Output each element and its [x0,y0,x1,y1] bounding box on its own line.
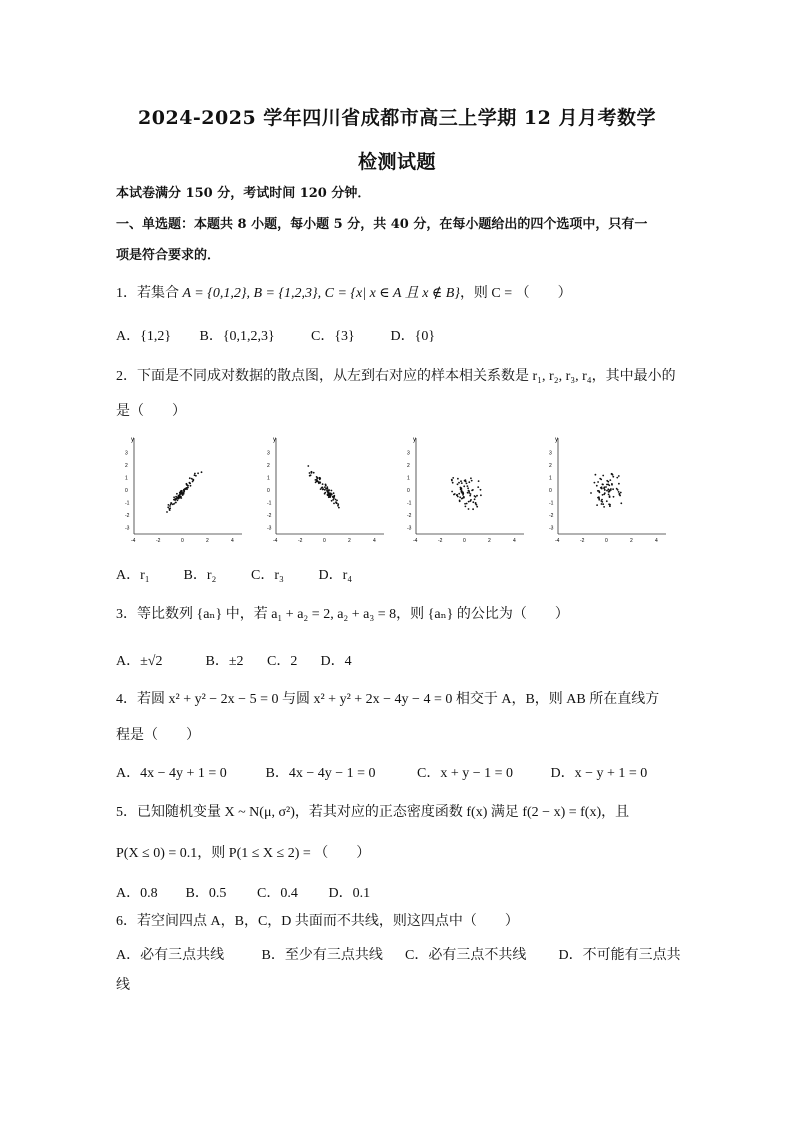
scatter-point [460,487,462,489]
scatter-point [465,506,467,508]
scatter-point [316,479,318,481]
q5-option-a[interactable]: A．0.8 [116,886,158,901]
x-tick-label: -4 [413,538,418,544]
scatter-point [611,483,613,485]
scatter-point [604,489,606,491]
scatter-point [460,480,462,482]
exam-title: 2024-2025 学年四川省成都市高三上学期 12 月月考数学 [138,107,656,129]
q2-option-d[interactable]: D．r₄ [318,568,353,583]
y-tick-label: -2 [267,513,272,520]
scatter-point [327,491,329,493]
scatter-point [607,488,609,490]
scatter-point [618,483,620,485]
scatter-point [175,498,177,500]
q2-option-a[interactable]: A．r₁ [116,568,150,583]
scatter-point [468,501,470,503]
x-tick-label: -2 [580,538,585,544]
scatter-point [618,475,620,477]
scatter-point [336,502,338,504]
scatter-point [612,488,614,490]
scatter-point [470,500,472,502]
scatter-point [474,498,476,500]
question-4-line1: 4．若圆 x² + y² − 2x − 5 = 0 与圆 x² + y² + 2x − 4y − 4 = 0 相交于 A，B，则 AB 所在直线方 [116,692,660,707]
scatter-point [332,499,334,501]
x-tick-label: 2 [488,538,491,544]
x-tick-label: 0 [323,538,326,544]
y-tick-label: 3 [549,450,552,457]
q2-option-c[interactable]: C．r₃ [251,568,284,583]
q6-options [116,944,681,964]
y-axis-label: y [555,437,558,443]
scatter-point [602,475,604,477]
q3-option-b[interactable]: B．±2 [205,654,244,669]
scatter-point [309,475,311,477]
y-tick-label: 1 [125,475,128,482]
scatter-plot-2 [254,434,390,546]
scatter-point [324,486,326,488]
scatter-point [595,474,597,476]
scatter-point [611,473,613,475]
scatter-point [337,503,339,505]
scatter-point [601,499,603,501]
scatter-point [598,496,600,498]
scatter-point [476,504,478,506]
scatter-point [327,488,329,490]
scatter-point [470,477,472,479]
x-tick-label: 0 [605,538,608,544]
exam-note: 本试卷满分 150 分，考试时间 120 分钟． [116,186,371,201]
scatter-point [612,476,614,478]
x-tick-label: -4 [273,538,278,544]
scatter-point [169,507,171,509]
q6-option-a[interactable]: A．必有三点共线 [116,948,225,963]
q3-option-a[interactable]: A．±√2 [116,654,163,669]
y-axis-label: y [413,437,416,443]
x-tick-label: 2 [206,538,209,544]
scatter-point [604,486,606,488]
scatter-point [319,482,321,484]
scatter-point [464,503,466,505]
scatter-point [472,489,474,491]
scatter-point [194,473,196,475]
scatter-point [470,493,472,495]
scatter-point [191,478,193,480]
scatter-point [172,504,174,506]
scatter-point [197,472,199,474]
question-6: 6．若空间四点 A，B，C，D 共面而不共线，则这四点中（ ） [116,914,519,929]
scatter-point [468,508,470,510]
scatter-point [333,492,335,494]
scatter-point [466,503,468,505]
x-tick-label: -2 [438,538,443,544]
scatter-point [620,502,622,504]
scatter-point [452,482,454,484]
y-axis-label: y [131,437,134,443]
scatter-point [319,477,321,479]
q5-option-b[interactable]: B．0.5 [185,886,227,901]
x-tick-label: 4 [373,538,376,544]
scatter-point [454,493,456,495]
y-tick-label: 0 [549,488,552,494]
y-tick-label: 0 [267,488,270,494]
scatter-point [463,496,465,498]
scatter-point [467,485,469,487]
q3-options [116,650,352,670]
section-heading-line1: 一、单选题：本题共 8 小题，每小题 5 分，共 40 分，在每小题给出的四个选项中，只有一 [116,217,648,232]
scatter-point [189,477,191,479]
scatter-point [599,478,601,480]
scatter-point [329,492,331,494]
scatter-point [194,474,196,476]
scatter-point [333,503,335,505]
scatter-point [462,494,464,496]
scatter-point [322,489,324,491]
scatter-point [176,493,178,495]
scatter-point [184,489,186,491]
y-tick-label: -1 [125,500,130,507]
scatter-point [317,480,319,482]
scatter-point [464,480,466,482]
y-tick-label: -1 [407,500,412,507]
scatter-plot-1-svg [112,434,248,546]
y-tick-label: 2 [125,462,128,469]
question-1 [116,284,686,304]
scatter-point [476,495,478,497]
scatter-point [605,486,607,488]
y-tick-label: -2 [549,513,554,520]
y-tick-label: 3 [125,450,128,457]
scatter-point [177,499,179,501]
y-tick-label: -2 [407,513,412,520]
scatter-point [461,482,463,484]
scatter-point [322,483,324,485]
q6-option-b[interactable]: B．至少有三点共线 [261,948,383,963]
scatter-point [182,492,184,494]
scatter-point [472,501,474,503]
scatter-point [456,495,458,497]
scatter-point [467,487,469,489]
scatter-point [338,507,340,509]
y-tick-label: 1 [549,475,552,482]
scatter-point [321,487,323,489]
x-tick-label: 2 [630,538,633,544]
q4-option-c[interactable]: C．x + y − 1 = 0 [417,766,514,781]
scatter-point [173,496,175,498]
scatter-point [169,505,171,507]
question-2-line1: 2．下面是不同成对数据的散点图，从左到右对应的样本相关系数是 r₁, r₂, r₃, r₄，其中最小的 [116,369,676,384]
scatter-point [475,502,477,504]
scatter-point [182,493,184,495]
y-tick-label: -3 [267,525,272,532]
scatter-point [466,483,468,485]
scatter-point [175,502,177,504]
q1-number: 1．若集合 [116,286,179,301]
scatter-point [609,479,611,481]
x-tick-label: 0 [463,538,466,544]
q4-options [116,762,647,782]
scatter-point [187,485,189,487]
scatter-point [311,471,313,473]
scatter-point [596,485,598,487]
y-tick-label: -1 [549,500,554,507]
scatter-point [620,492,622,494]
scatter-point [606,490,608,492]
question-5-line1: 5．已知随机变量 X ~ N(μ, σ²)，若其对应的正态密度函数 f(x) 满足 f(2 − x) = f(x)，且 [116,805,630,820]
y-tick-label: -3 [407,525,412,532]
q5-option-d[interactable]: D．0.1 [328,886,371,901]
x-tick-label: 0 [181,538,184,544]
scatter-point [603,506,605,508]
scatter-point [307,465,309,467]
scatter-point [181,491,183,493]
x-tick-label: 4 [655,538,658,544]
scatter-point [167,506,169,508]
q3-option-c[interactable]: C．2 [267,654,298,669]
q1-option-d[interactable]: D．{0} [390,329,436,344]
question-3: 3．等比数列 {aₙ} 中，若 a₁ + a₂ = 2, a₂ + a₃ = 8，则 {aₙ} 的公比为（ ） [116,607,569,622]
scatter-plot-1 [112,434,248,546]
scatter-point [616,477,618,479]
scatter-point [166,511,168,513]
scatter-point [192,479,194,481]
scatter-point [174,499,176,501]
scatter-plot-2-svg [254,434,390,546]
scatter-point [324,492,326,494]
scatter-point [602,503,604,505]
scatter-point [331,490,333,492]
scatter-point [201,471,203,473]
y-tick-label: 1 [267,475,270,482]
scatter-point [457,483,459,485]
q4-option-b[interactable]: B．4x − 4y − 1 = 0 [265,766,376,781]
scatter-point [336,500,338,502]
scatter-plot-4 [536,434,672,546]
q4-option-a[interactable]: A．4x − 4y + 1 = 0 [116,766,227,781]
scatter-point [609,495,611,497]
scatter-point [179,493,181,495]
x-tick-label: 4 [513,538,516,544]
scatter-point [458,493,460,495]
scatter-point [186,483,188,485]
scatter-point [469,495,471,497]
y-tick-label: -1 [267,500,272,507]
scatter-point [597,481,599,483]
question-2-line2: 是（ ） [116,404,186,419]
y-tick-label: 3 [407,450,410,457]
y-tick-label: 0 [407,488,410,494]
y-axis-label: y [273,437,276,443]
scatter-point [474,495,476,497]
q5-option-c[interactable]: C．0.4 [257,886,298,901]
scatter-point [192,481,194,483]
scatter-point [468,481,470,483]
q1-option-b[interactable]: B．{0,1,2,3} [199,329,275,344]
scatter-point [619,495,621,497]
y-tick-label: -3 [125,525,130,532]
scatter-point [477,486,479,488]
scatter-point [590,492,592,494]
x-tick-label: -2 [298,538,303,544]
q1-option-c[interactable]: C．{3} [311,329,355,344]
scatter-point [480,494,482,496]
scatter-point [459,496,461,498]
scatter-point [601,486,603,488]
scatter-point [603,493,605,495]
x-tick-label: -2 [156,538,161,544]
scatter-plot-3 [394,434,530,546]
q2-options [116,564,352,584]
scatter-point [175,496,177,498]
scatter-point [461,490,463,492]
scatter-plot-4-svg [536,434,672,546]
scatter-point [610,489,612,491]
y-tick-label: 3 [267,450,270,457]
q1-option-a[interactable]: A．{1,2} [116,329,172,344]
scatter-point [337,505,339,507]
q4-option-d[interactable]: D．x − y + 1 = 0 [550,766,648,781]
y-tick-label: 2 [267,462,270,469]
scatter-point [332,496,334,498]
scatter-point [596,504,598,506]
q1-options [116,325,435,345]
scatter-point [599,492,601,494]
y-tick-label: 0 [125,488,128,494]
scatter-point [309,472,311,474]
scatter-point [457,478,459,480]
q3-option-d[interactable]: D．4 [320,654,352,669]
scatter-point [325,484,327,486]
scatter-point [463,485,465,487]
scatter-point [468,490,470,492]
scatter-point [609,505,611,507]
scatter-point [459,500,461,502]
scatter-point [326,490,328,492]
scatter-point [619,493,621,495]
x-tick-label: -4 [131,538,136,544]
scatter-point [613,496,615,498]
scatter-point [618,491,620,493]
q6-option-d-wrap: 线 [116,978,130,993]
scatter-point [189,482,191,484]
scatter-point [606,480,608,482]
q6-option-c[interactable]: C．必有三点不共线 [405,948,527,963]
x-tick-label: -4 [555,538,560,544]
scatter-point [170,502,172,504]
y-tick-label: 1 [407,475,410,482]
scatter-point [601,503,603,505]
scatter-point [316,477,318,479]
scatter-plot-3-svg [394,434,530,546]
scatter-point [315,482,317,484]
scatter-point [177,496,179,498]
scatter-point [608,494,610,496]
scatter-point [190,485,192,487]
scatter-point [480,489,482,491]
scatter-point [478,480,480,482]
question-4-line2: 程是（ ） [116,728,200,743]
section-heading-line2: 项是符合要求的． [116,248,221,263]
question-5-line2: P(X ≤ 0) = 0.1，则 P(1 ≤ X ≤ 2) = （ ） [116,846,371,861]
scatter-point [594,482,596,484]
y-tick-label: -2 [125,513,130,520]
scatter-point [602,494,604,496]
scatter-point [467,492,469,494]
scatter-point [606,500,608,502]
q6-option-d[interactable]: D．不可能有三点共 [558,948,681,963]
q1-math: A = {0,1,2}, B = {1,2,3}, C = {x| x ∈ A 且 x ∉ B} [182,286,460,301]
scatter-point [313,472,315,474]
scatter-point [335,499,337,501]
y-tick-label: -3 [549,525,554,532]
y-tick-label: 2 [549,462,552,469]
scatter-point [602,484,604,486]
scatter-point [451,479,453,481]
scatter-point [607,484,609,486]
scatter-point [471,480,473,482]
scatter-point [458,482,460,484]
x-tick-label: 2 [348,538,351,544]
scatter-point [476,506,478,508]
scatter-point [168,504,170,506]
scatter-point [330,494,332,496]
scatter-point [452,477,454,479]
scatter-point [451,491,453,493]
x-tick-label: 4 [231,538,234,544]
q5-options [116,882,370,902]
q2-option-b[interactable]: B．r₂ [183,568,217,583]
exam-subtitle: 检测试题 [357,151,436,173]
y-tick-label: 2 [407,462,410,469]
q1-tail: ，则 C = （ ） [459,286,572,301]
scatter-point [180,496,182,498]
scatter-point [472,508,474,510]
scatter-point [331,500,333,502]
scatter-point [616,488,618,490]
